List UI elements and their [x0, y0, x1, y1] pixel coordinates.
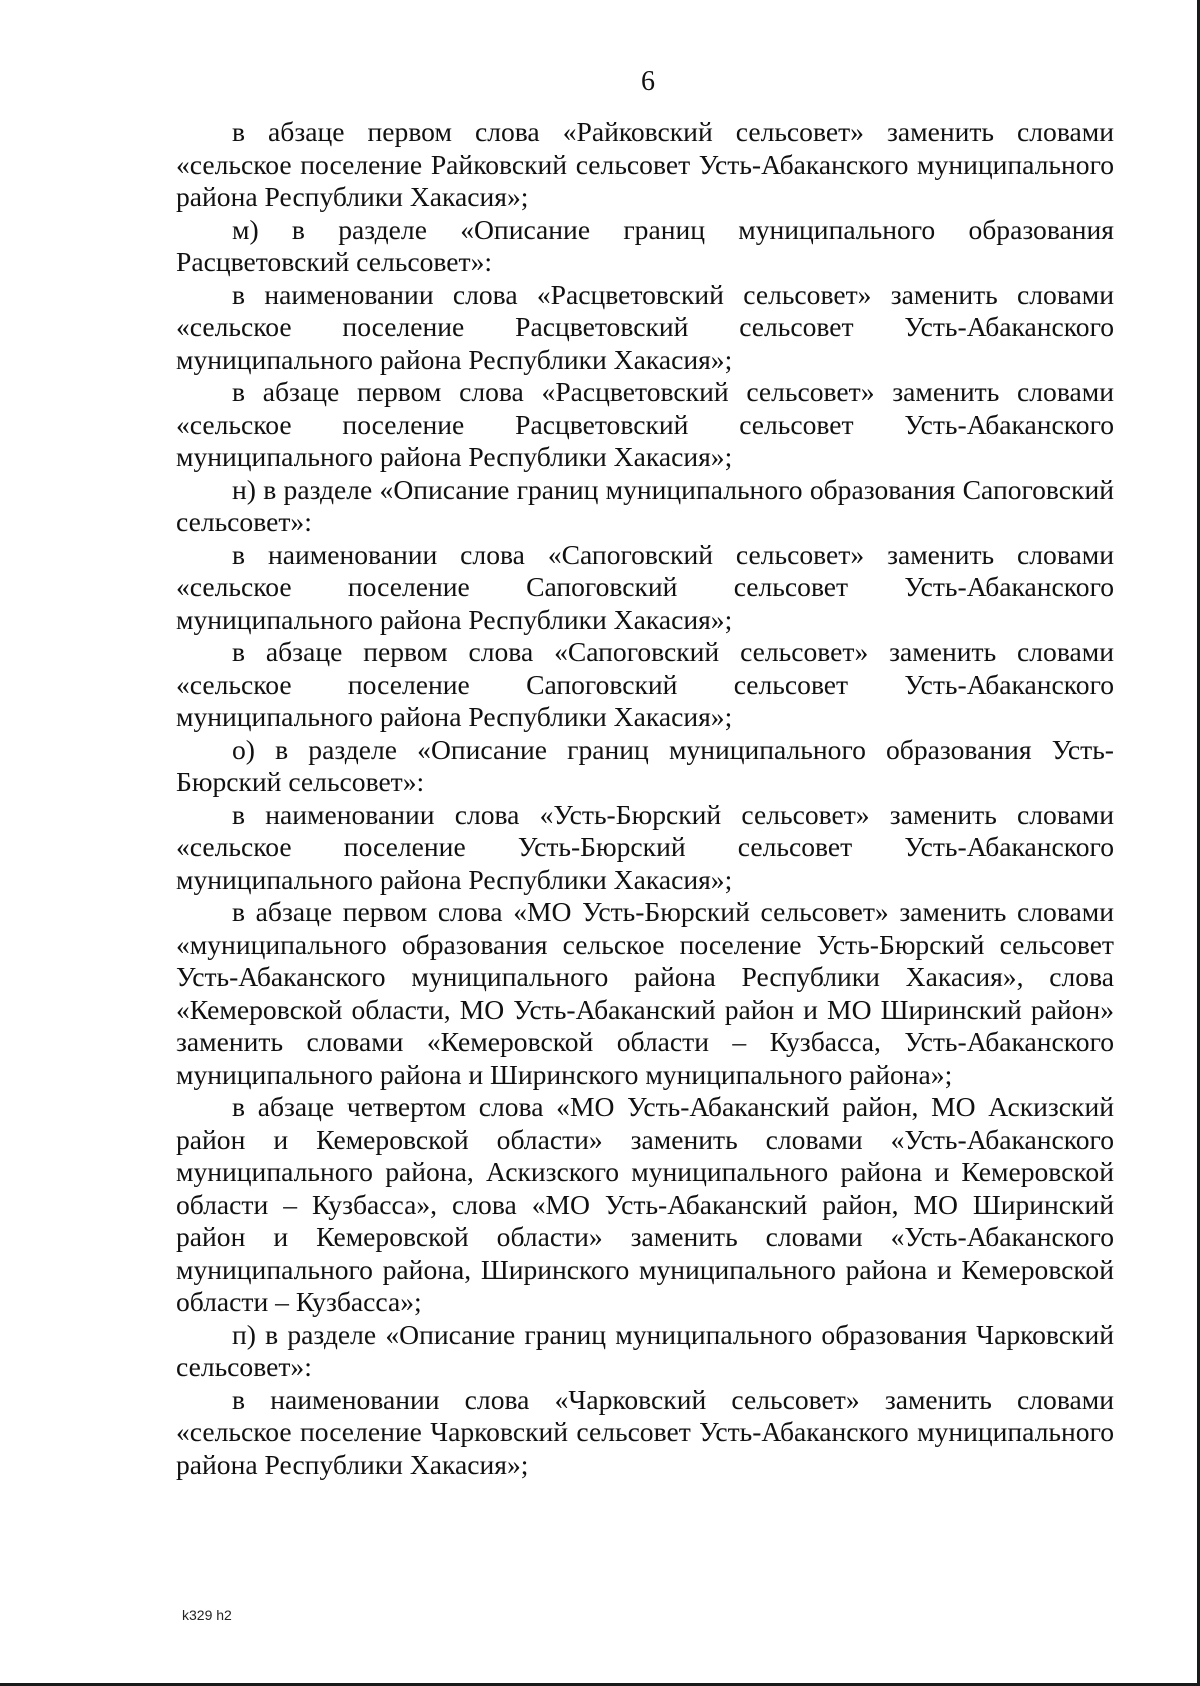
paragraph-12-section-p: п) в разделе «Описание границ муниципального образования Чарковский сельсовет»: [176, 1318, 1114, 1382]
paragraph-1: в абзаце первом слова «Райковский сельсовет» заменить словами «сельское поселение Райковский сельсовет Усть-Абаканского муниципального района Республики Хакасия»; [176, 116, 1114, 212]
paragraph-6: в наименовании слова «Сапоговский сельсовет» заменить словами «сельское поселение Сапоговский сельсовет Усть-Абаканского муниципального района Республики Хакасия»; [176, 538, 1114, 635]
paragraph-13: в наименовании слова «Чарковский сельсовет» заменить словами «сельское поселение Чарковский сельсовет Усть-Абаканского муниципального района Республики Хакасия»; [176, 1383, 1114, 1480]
paragraph-11: в абзаце четвертом слова «МО Усть-Абаканский район, МО Аскизский район и Кемеровской области» заменить словами «Усть-Абаканского муниципального района, Аскизского муниципального района и Кемеровской области – Кузбасса», слова «МО Усть-Абаканский район, МО Ширинский район и Кемеровской области» заменить словами «Усть-Абаканского муниципального района, Ширинского муниципального района и Кемеровской области – Кузбасса»; [176, 1091, 1114, 1317]
paragraph-7: в абзаце первом слова «Сапоговский сельсовет» заменить словами «сельское поселение Сапоговский сельсовет Усть-Абаканского муниципального района Республики Хакасия»; [176, 636, 1114, 732]
paragraph-8-section-o: о) в разделе «Описание границ муниципального образования Усть-Бюрский сельсовет»: [176, 733, 1114, 797]
page-number: 6 [641, 66, 655, 97]
document-code: k329 h2 [182, 1607, 232, 1623]
paragraph-3: в наименовании слова «Расцветовский сельсовет» заменить словами «сельское поселение Расцветовский сельсовет Усть-Абаканского муниципального района Республики Хакасия»; [176, 278, 1114, 375]
paragraph-9: в наименовании слова «Усть-Бюрский сельсовет» заменить словами «сельское поселение Усть-Бюрский сельсовет Усть-Абаканского муниципального района Республики Хакасия»; [176, 798, 1114, 895]
document-body [176, 116, 1114, 1481]
paragraph-10: в абзаце первом слова «МО Усть-Бюрский сельсовет» заменить словами «муниципального образования сельское поселение Усть-Бюрский сельсовет Усть-Абаканского муниципального района Республики Хакасия», слова «Кемеровской области, МО Усть-Абаканский район и МО Ширинский район» заменить словами «Кемеровской области – Кузбасса, Усть-Абаканского муниципального района и Ширинского муниципального района»; [176, 896, 1114, 1090]
paragraph-4: в абзаце первом слова «Расцветовский сельсовет» заменить словами «сельское поселение Расцветовский сельсовет Усть-Абаканского муниципального района Республики Хакасия»; [176, 376, 1114, 472]
paragraph-2-section-m: м) в разделе «Описание границ муниципального образования Расцветовский сельсовет»: [176, 213, 1114, 277]
paragraph-5-section-n: н) в разделе «Описание границ муниципального образования Сапоговский сельсовет»: [176, 473, 1114, 537]
